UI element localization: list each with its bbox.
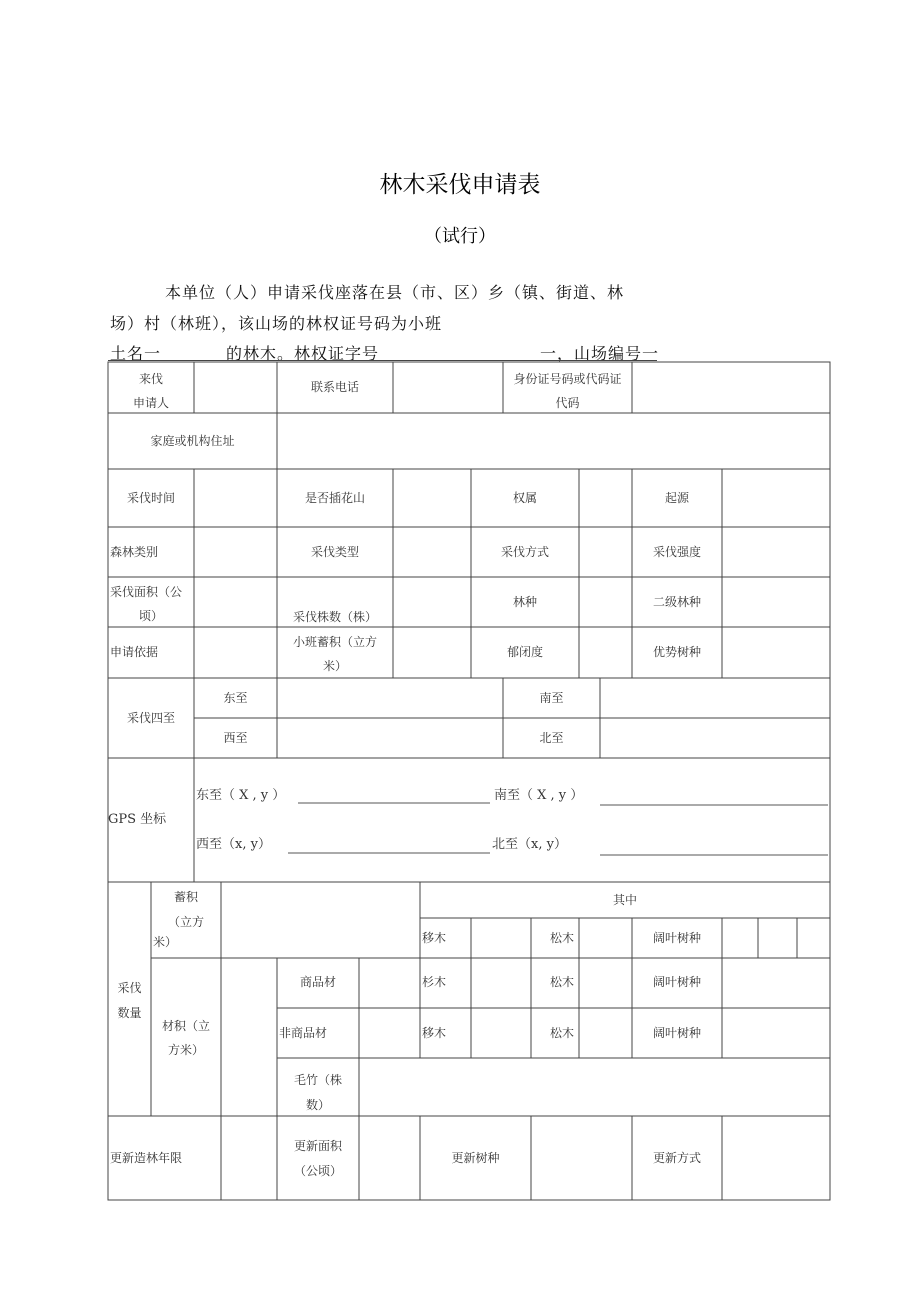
origin-label: 起源 <box>664 491 689 505</box>
page-subtitle: （试行） <box>424 226 496 247</box>
commercial-label: 商品材 <box>299 975 336 989</box>
area-label-line-2: 顷） <box>138 609 163 623</box>
flower-mountain-label: 是否插花山 <box>304 491 365 505</box>
intro-line-1: 本单位（人）申请采伐座落在县（市、区）乡（镇、街道、林 <box>165 283 625 302</box>
cut-intensity-label: 采伐强度 <box>652 545 701 559</box>
east-bound-label: 东至 <box>223 691 248 705</box>
volume-label-line-1: 蓄积 <box>173 890 198 904</box>
stock-label-line-2: 米） <box>322 659 347 673</box>
south-bound-label: 南至 <box>539 691 564 705</box>
intro-line-3-part-c: 一，山场编号一 <box>540 344 660 363</box>
north-bound-label: 北至 <box>539 731 564 745</box>
renew-area-label-line-1: 更新面积 <box>293 1139 342 1153</box>
cut-time-label: 采伐时间 <box>126 491 175 505</box>
address-label: 家庭或机构住址 <box>150 434 235 448</box>
fir-label-stock: 移木 <box>422 931 447 945</box>
pine-label-noncommercial: 松木 <box>549 1026 574 1040</box>
west-bound-label: 西至 <box>223 731 248 745</box>
bamboo-label-line-2: 数） <box>305 1098 330 1112</box>
gps-west-label: 西至（x, y） <box>196 837 271 852</box>
broadleaf-label-noncommercial: 阔叶树种 <box>652 1026 701 1040</box>
quantity-label-line-2: 数量 <box>117 1006 142 1020</box>
bounds-label: 采伐四至 <box>126 711 175 725</box>
intro-line-3-part-b: 的林木。林权证字号 <box>226 344 380 363</box>
ownership-label: 权属 <box>512 491 537 505</box>
cut-method-label: 采伐方式 <box>500 545 549 559</box>
cut-type-label: 采伐类型 <box>310 545 359 559</box>
basis-label: 申请依据 <box>110 645 159 659</box>
canopy-label: 郁闭度 <box>506 645 543 659</box>
phone-label: 联系电话 <box>310 380 359 394</box>
volume-label-line-2: （立方 <box>167 915 204 929</box>
pine-label-stock: 松木 <box>549 931 574 945</box>
applicant-label-line-2: 申请人 <box>132 396 169 410</box>
renew-years-label: 更新造林年限 <box>110 1151 183 1165</box>
renew-species-label: 更新树种 <box>451 1151 500 1165</box>
broadleaf-label-stock: 阔叶树种 <box>652 931 701 945</box>
applicant-label-line-1: 来伐 <box>138 372 163 386</box>
secondary-species-label: 二级林种 <box>652 595 701 609</box>
volume-label-line-3: 米） <box>153 935 178 949</box>
fir-label-noncommercial: 移木 <box>422 1026 447 1040</box>
timber-label-line-1: 材积（立 <box>161 1019 210 1033</box>
stock-label-line-1: 小班蓄积（立方 <box>292 635 377 649</box>
species-label: 林种 <box>512 595 537 609</box>
bamboo-label-line-1: 毛竹（株 <box>293 1073 342 1087</box>
forest-type-label: 森林类别 <box>110 545 159 559</box>
quantity-label-line-1: 采伐 <box>117 981 142 995</box>
pine-label-commercial: 松木 <box>549 975 574 989</box>
page-title: 林木采伐申请表 <box>379 172 541 198</box>
gps-south-label: 南至（ X , y ） <box>494 788 584 803</box>
id-label-line-1: 身份证号码或代码证 <box>513 372 622 386</box>
fir-label-commercial: 杉木 <box>422 975 447 989</box>
broadleaf-label-commercial: 阔叶树种 <box>652 975 701 989</box>
renew-method-label: 更新方式 <box>652 1151 701 1165</box>
of-which-label: 其中 <box>612 893 637 907</box>
noncommercial-label: 非商品材 <box>279 1026 328 1040</box>
dominant-species-label: 优势树种 <box>652 645 701 659</box>
gps-north-label: 北至（x, y） <box>492 837 567 852</box>
intro-line-3-part-a: 土名一 <box>110 344 162 363</box>
timber-label-line-2: 方米） <box>167 1043 204 1057</box>
renew-area-label-line-2: （公顷） <box>293 1164 342 1178</box>
id-label-line-2: 代码 <box>555 396 580 410</box>
tree-count-label: 采伐株数（株） <box>292 610 377 624</box>
intro-line-2: 场）村（林班），该山场的林权证号码为小班 <box>110 314 443 333</box>
area-label-line-1: 采伐面积（公 <box>110 585 183 599</box>
gps-label: GPS 坐标 <box>108 812 167 827</box>
gps-east-label: 东至（ X , y ） <box>196 788 286 803</box>
